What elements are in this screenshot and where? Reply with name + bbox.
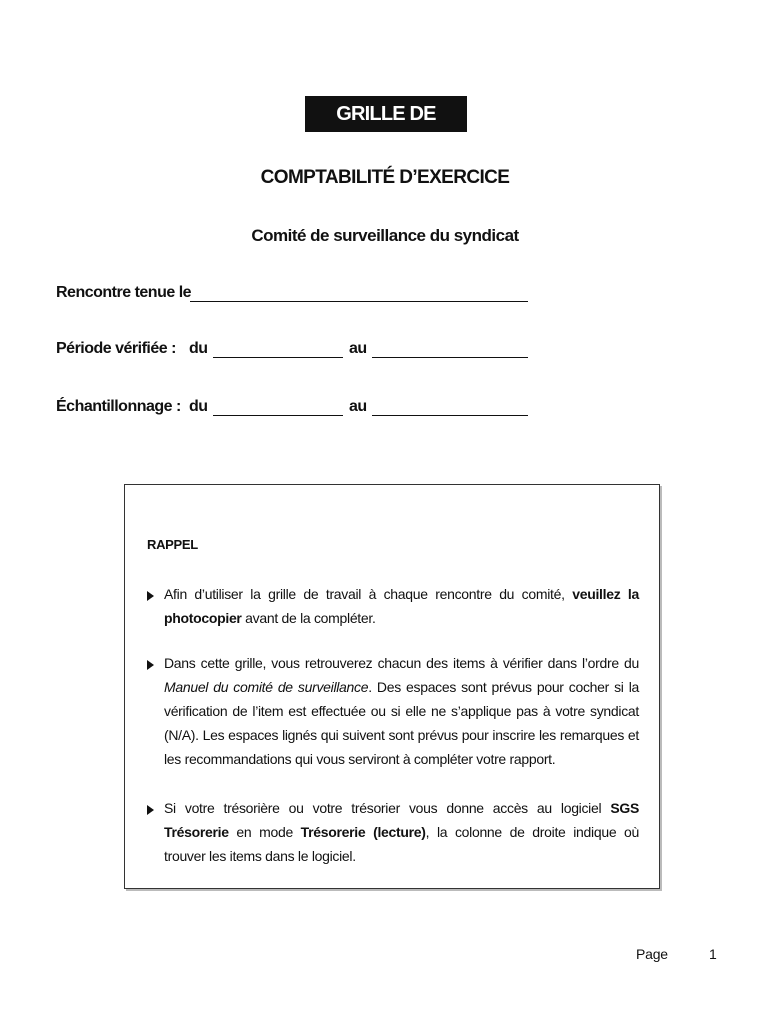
- meeting-date-blank[interactable]: [190, 284, 528, 302]
- period-from-blank[interactable]: [213, 340, 343, 358]
- bullet-text: Dans cette grille, vous retrouverez chacun des items à vérifier dans l’ordre du Manuel du comité de surveillance. Des espaces sont prévus pour cocher si la vérification de l’item est effectuée ou si elle ne s’applique pas à votre syndicat (N/A). Les espaces lignés qui suivent sont prévus pour inscrire les remarques et les recommandations qui vous serviront à compléter votre rapport.: [164, 655, 639, 767]
- sampling-to-label: au: [349, 398, 367, 415]
- period-from-label: du: [189, 340, 208, 357]
- sampling-from-label: du: [189, 398, 208, 415]
- document-title: GRILLE DE TRAVAIL: [305, 96, 467, 132]
- sampling-row: [56, 398, 536, 422]
- page-label: Page: [636, 946, 668, 962]
- software-mode-text: Trésorerie (lecture): [300, 824, 426, 840]
- bullet-arrow-icon: [147, 805, 154, 815]
- manual-title-text: Manuel du comité de surveillance: [164, 679, 369, 695]
- meeting-date-row: [56, 284, 536, 308]
- meeting-date-label: Rencontre tenue le: [56, 284, 192, 301]
- document-subtitle: COMPTABILITÉ D’EXERCICE: [260, 167, 510, 188]
- sampling-label: Échantillonnage :: [56, 398, 181, 415]
- period-to-blank[interactable]: [372, 340, 528, 358]
- sampling-to-blank[interactable]: [372, 398, 528, 416]
- committee-heading: Comité de surveillance du syndicat: [251, 226, 519, 245]
- audit-period-label: Période vérifiée :: [56, 340, 176, 357]
- reminder-box: [124, 484, 660, 889]
- bullet-arrow-icon: [147, 660, 154, 670]
- audit-period-row: [56, 340, 536, 364]
- page-number: 1: [709, 946, 717, 962]
- bullet-arrow-icon: [147, 591, 154, 601]
- emphasis-text: veuillez la photocopier: [164, 586, 639, 626]
- software-name-text: SGS Trésorerie: [164, 800, 639, 840]
- sampling-from-blank[interactable]: [213, 398, 343, 416]
- bullet-text: Afin d’utiliser la grille de travail à chaque rencontre du comité, veuillez la photocopier avant de la compléter.: [164, 586, 639, 626]
- reminder-title: RAPPEL: [147, 537, 198, 552]
- bullet-text: Si votre trésorière ou votre trésorier vous donne accès au logiciel SGS Trésorerie en mode Trésorerie (lecture), la colonne de droite indique où trouver les items dans le logiciel.: [164, 800, 639, 864]
- period-to-label: au: [349, 340, 367, 357]
